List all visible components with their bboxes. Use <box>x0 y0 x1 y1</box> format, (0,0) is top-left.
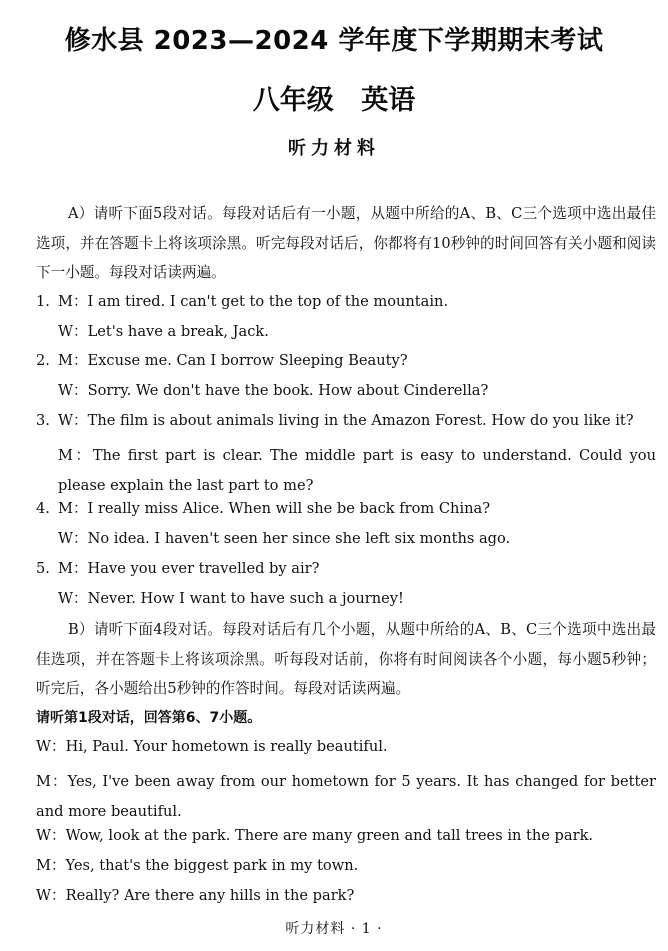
dialogue-line: M：I really miss Alice. When will she be back from China? <box>58 500 491 517</box>
dialogue-number: 1. <box>36 293 50 310</box>
page-footer: 听力材料 · 1 · <box>285 921 383 937</box>
part-a-instructions-text: A）请听下面5段对话。每段对话后有一小题，从题中所给的A、B、C三个选项中选出最佳选项，并在答题卡上将该项涂黑。听完每段对话后，你都将有10秒钟的时间回答有关小题和阅读下一小题。每段对话读两遍。 <box>36 205 656 282</box>
dialogue-number: 4. <box>36 500 50 517</box>
dialogue-line: W：Really? Are there any hills in the park? <box>36 887 355 904</box>
dialogue-line: W：The film is about animals living in the Amazon Forest. How do you like it? <box>58 412 634 429</box>
dialogue-line: W：Wow, look at the park. There are many green and tall trees in the park. <box>36 827 594 844</box>
section-heading: 听力材料 <box>288 138 380 159</box>
dialogue-line: W：Let's have a break, Jack. <box>58 323 269 340</box>
dialogue-line: M：I am tired. I can't get to the top of the mountain. <box>58 293 449 310</box>
exam-subtitle: 八年级 英语 <box>252 85 416 116</box>
dialogue-number: 3. <box>36 412 50 429</box>
dialogue-line: M：Yes, that's the biggest park in my town. <box>36 857 359 874</box>
part-a-instructions <box>36 199 656 288</box>
dialogue-line: W：Hi, Paul. Your hometown is really beautiful. <box>36 738 388 755</box>
part-b-instructions <box>36 615 656 704</box>
dialogue-line: W：Never. How I want to have such a journey! <box>58 590 404 607</box>
part-b-prompt: 请听第1段对话，回答第6、7小题。 <box>36 710 262 726</box>
dialogue-number: 2. <box>36 352 50 369</box>
dialogue-line: W：Sorry. We don't have the book. How about Cinderella? <box>58 382 489 399</box>
dialogue-number: 5. <box>36 560 50 577</box>
dialogue-line: M：Excuse me. Can I borrow Sleeping Beauty? <box>58 352 408 369</box>
dialogue-line: M：Have you ever travelled by air? <box>58 560 320 577</box>
dialogue-line: M：Yes, I've been away from our hometown for 5 years. It has changed for better and more beautiful. <box>36 773 656 820</box>
dialogue-line: M：The first part is clear. The middle part is easy to understand. Could you please explain the last part to me? <box>58 447 656 494</box>
exam-title: 修水县 2023—2024 学年度下学期期末考试 <box>64 26 604 56</box>
part-b-instructions-text: B）请听下面4段对话。每段对话后有几个小题，从题中所给的A、B、C三个选项中选出最佳选项，并在答题卡上将该项涂黑。听每段对话前，你将有时间阅读各个小题，每小题5秒钟；听完后，各小题给出5秒钟的作答时间。每段对话读两遍。 <box>36 621 656 698</box>
dialogue-line: W：No idea. I haven't seen her since she left six months ago. <box>58 530 511 547</box>
